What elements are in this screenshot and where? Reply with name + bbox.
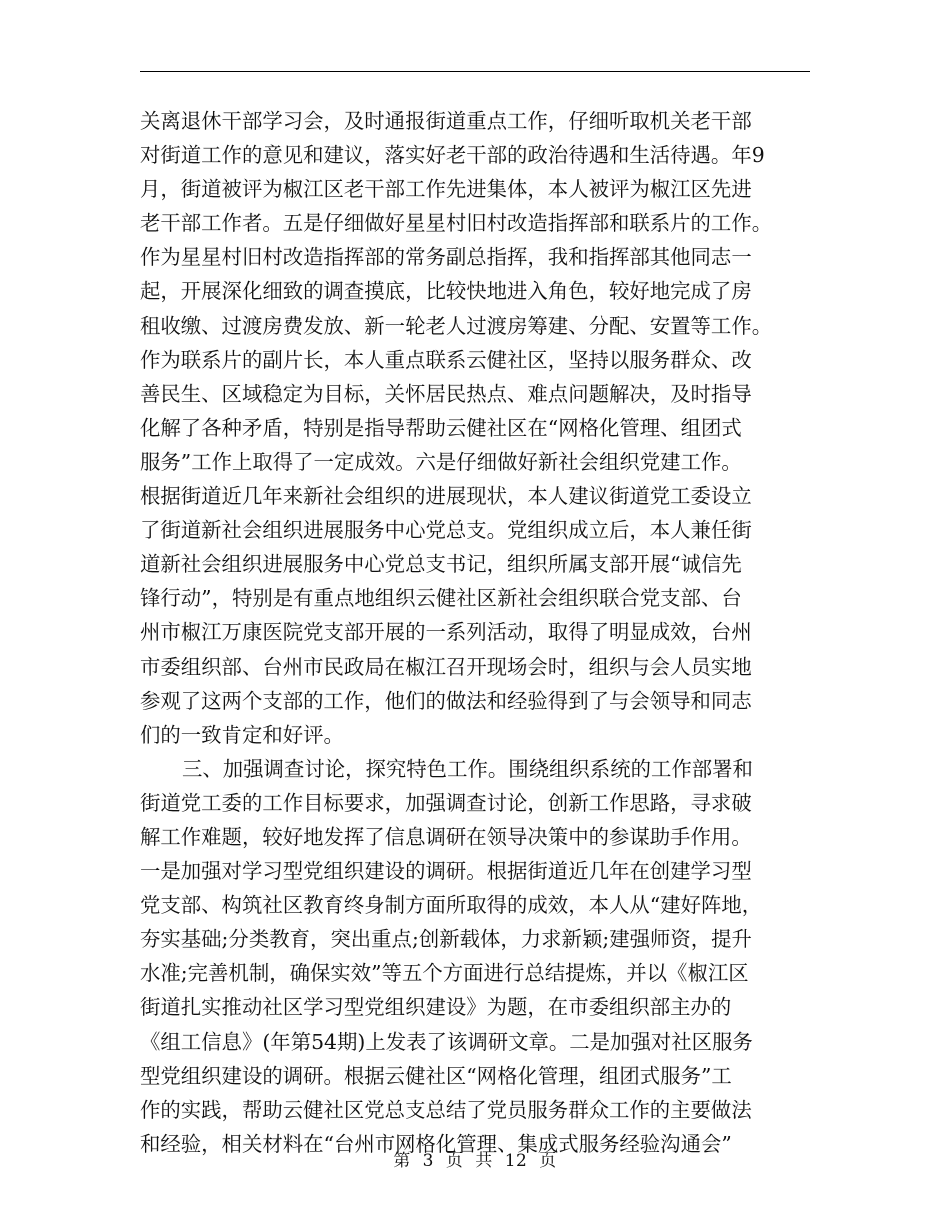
text-line: 解工作难题，较好地发挥了信息调研在领导决策中的参谋助手作用。: [140, 824, 752, 849]
text-line: 们的一致肯定和好评。: [140, 722, 344, 747]
footer-label-total-unit: 页: [539, 1151, 557, 1171]
text-line: 对街道工作的意见和建议，落实好老干部的政治待遇和生活待遇。年9: [140, 143, 765, 168]
text-line: 州市椒江万康医院党支部开展的一系列活动，取得了明显成效，台州: [140, 620, 752, 645]
text-line: 道新社会组织进展服务中心党总支书记，组织所属支部开展“诚信先: [140, 552, 742, 577]
text-line: 参观了这两个支部的工作，他们的做法和经验得到了与会领导和同志: [140, 688, 752, 713]
text-line: 服务”工作上取得了一定成效。六是仔细做好新社会组织党建工作。: [140, 449, 742, 474]
text-line: 化解了各种矛盾，特别是指导帮助云健社区在“网格化管理、组团式: [140, 415, 742, 440]
text-line: 了街道新社会组织进展服务中心党总支。党组织成立后，本人兼任街: [140, 518, 752, 543]
text-line: 作的实践，帮助云健社区党总支总结了党员服务群众工作的主要做法: [140, 1097, 752, 1122]
text-line: 夯实基础;分类教育，突出重点;创新载体，力求新颖;建强师资，提升: [140, 927, 752, 952]
footer-total-pages: 12: [504, 1151, 528, 1171]
text-line: 作为星星村旧村改造指挥部的常务副总指挥，我和指挥部其他同志一: [140, 245, 752, 270]
header-rule: [140, 71, 810, 72]
text-line: 《组工信息》(年第54期)上发表了该调研文章。二是加强对社区服务: [140, 1029, 753, 1054]
text-line: 街道党工委的工作目标要求，加强调查讨论，创新工作思路，寻求破: [140, 790, 752, 815]
text-line: 型党组织建设的调研。根据云健社区“网格化管理，组团式服务”工: [140, 1063, 732, 1088]
footer-label-page: 第: [393, 1151, 411, 1171]
footer-current-page: 3: [422, 1151, 434, 1171]
page-footer: [0, 1146, 950, 1171]
text-line: 老干部工作者。五是仔细做好星星村旧村改造指挥部和联系片的工作。: [140, 211, 773, 236]
text-line: 三、加强调查讨论，探究特色工作。围绕组织系统的工作部署和: [182, 756, 753, 781]
text-line: 根据街道近几年来新社会组织的进展现状，本人建议街道党工委设立: [140, 484, 752, 509]
footer-label-page-unit: 页: [445, 1151, 464, 1171]
text-line: 和经验，相关材料在“台州市网格化管理、集成式服务经验沟通会”: [140, 1131, 732, 1156]
text-line: 市委组织部、台州市民政局在椒江召开现场会时，组织与会人员实地: [140, 654, 752, 679]
text-line: 一是加强对学习型党组织建设的调研。根据街道近几年在创建学习型: [140, 859, 752, 884]
text-line: 街道扎实推动社区学习型党组织建设》为题，在市委组织部主办的: [140, 995, 732, 1020]
text-line: 锋行动”，特别是有重点地组织云健社区新社会组织联合党支部、台: [140, 586, 742, 611]
text-line: 水准;完善机制，确保实效”等五个方面进行总结提炼，并以《椒江区: [140, 961, 749, 986]
text-line: 党支部、构筑社区教育终身制方面所取得的成效，本人从“建好阵地，: [140, 893, 763, 918]
text-line: 起，开展深化细致的调查摸底，比较快地进入角色，较好地完成了房: [140, 279, 752, 304]
text-line: 善民生、区域稳定为目标，关怀居民热点、难点问题解决，及时指导: [140, 381, 752, 406]
footer-label-total: 共: [475, 1151, 493, 1171]
text-line: 租收缴、过渡房费发放、新一轮老人过渡房筹建、分配、安置等工作。: [140, 313, 773, 338]
text-line: 月，街道被评为椒江区老干部工作先进集体，本人被评为椒江区先进: [140, 177, 752, 202]
text-line: 作为联系片的副片长，本人重点联系云健社区，坚持以服务群众、改: [140, 347, 752, 372]
body-text: [140, 104, 812, 1161]
text-line: 关离退休干部学习会，及时通报街道重点工作，仔细听取机关老干部: [140, 109, 752, 133]
